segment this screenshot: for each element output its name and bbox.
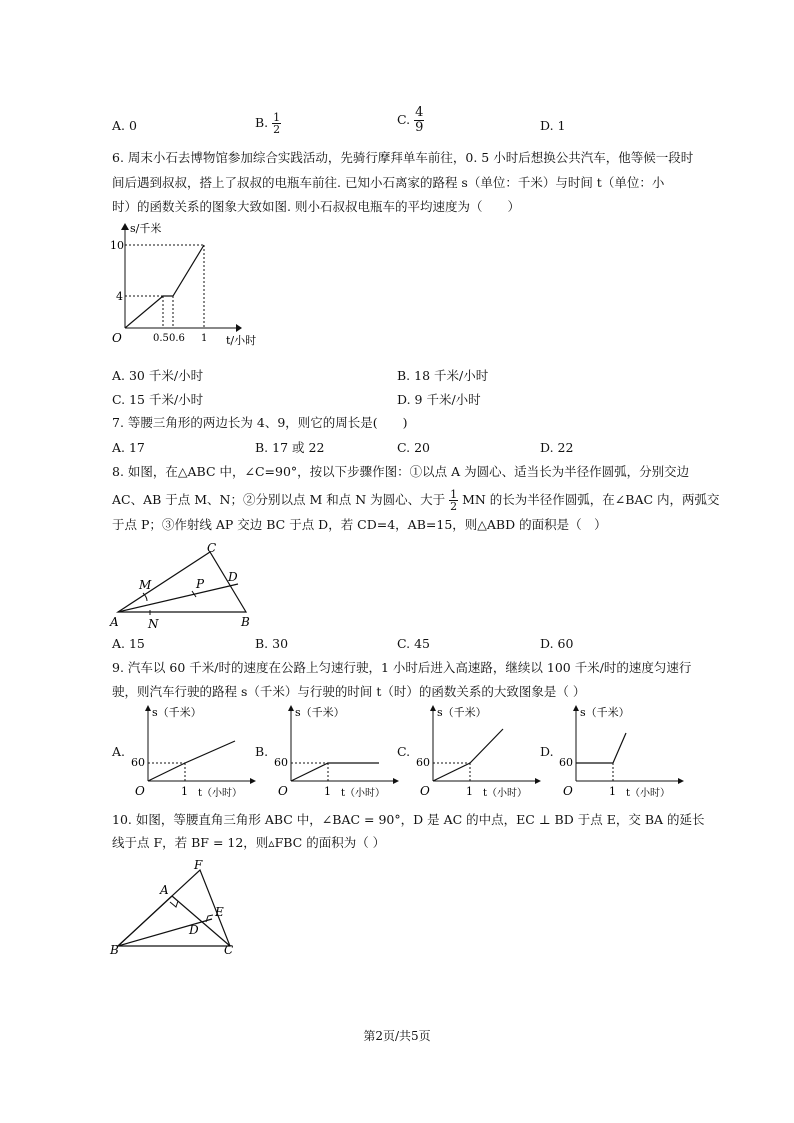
q6-option-d: D. 9 千米/小时: [397, 392, 481, 407]
q8-text-line2: [112, 489, 720, 512]
q6-graph-ylabel: s/千米: [130, 222, 162, 235]
q10-label-e: E: [215, 905, 224, 919]
q8-label-m: M: [139, 578, 152, 592]
q8-option-b: B. 30: [255, 636, 289, 651]
q5-option-a: A. 0: [112, 118, 137, 133]
x-axis-arrow: [393, 778, 399, 784]
q8-label-p: P: [196, 577, 205, 591]
q10-label-d: D: [189, 923, 199, 937]
q9-graph-3: [558, 703, 688, 799]
graph-xlabel: t（小时）: [198, 788, 243, 799]
q9-graph-2: [415, 703, 545, 799]
x-axis-arrow: [535, 778, 541, 784]
q6-option-c: C. 15 千米/小时: [112, 392, 204, 407]
q6-text-line1: 6. 周末小石去博物馆参加综合实践活动，先骑行摩拜单车前往，0. 5 小时后想换公共汽车，他等候一段时: [112, 150, 694, 165]
q5-option-c: [397, 106, 424, 135]
q8-text-line2-part1: AC、AB 于点 M、N；②分别以点 M 和点 N 为圆心、大于: [112, 492, 446, 507]
q9-option-label-3: D.: [540, 744, 554, 759]
q6-graph-xlabel: t/小时: [226, 334, 257, 347]
q9-text-line2: 驶，则汽车行驶的路程 s（千米）与行驶的时间 t（时）的函数关系的大致图象是（ ）: [112, 684, 586, 699]
y-axis-arrow: [573, 705, 579, 711]
q8-option-d: D. 60: [540, 636, 574, 651]
graph-ylabel: s（千米）: [580, 706, 630, 719]
graph-ylabel: s（千米）: [152, 706, 202, 719]
q6-graph-origin: O: [112, 331, 122, 345]
q8-label-a: A: [110, 615, 119, 629]
q8-figure: [108, 538, 268, 630]
graph-origin: O: [278, 784, 288, 798]
q8-text-line1: 8. 如图，在△ABC 中，∠C=90°，按以下步骤作图：①以点 A 为圆心、适当长为半径作圆弧，分别交边: [112, 464, 690, 479]
q5-option-b-fraction: $\frac{1}{2}$: [273, 111, 281, 136]
q6-graph-x1: 1: [201, 333, 208, 344]
q8-text-line2-part2: MN 的长为半径作圆弧，在∠BAC 内，两弧交: [462, 492, 720, 507]
q8-half-fraction: $\frac{1}{2}$: [450, 488, 458, 513]
q7-option-c: C. 20: [397, 440, 430, 455]
q9-option-label-1: B.: [255, 744, 269, 759]
graph-x1: 1: [609, 785, 616, 798]
q9-graph-0: [130, 703, 260, 799]
q6-graph-x05: 0.5: [153, 333, 169, 344]
q8-label-b: B: [241, 615, 250, 629]
q6-text-line2: 间后遇到叔叔，搭上了叔叔的电瓶车前往. 已知小石离家的路程 s（单位：千米）与时间 t（单位：小: [112, 175, 665, 190]
q9-graph-1: [273, 703, 403, 799]
q6-graph: [108, 220, 268, 350]
graph-y60: 60: [559, 756, 573, 769]
graph-x1: 1: [466, 785, 473, 798]
q6-graph-y4: 4: [116, 290, 123, 303]
q8-option-c: C. 45: [397, 636, 430, 651]
graph-line: [148, 741, 235, 781]
q10-label-b: B: [110, 943, 119, 957]
q9-option-label-0: A.: [112, 744, 126, 759]
q10-text-line2: 线于点 F，若 BF = 12，则▵FBC 的面积为（ ）: [112, 835, 386, 850]
q7-option-d: D. 22: [540, 440, 574, 455]
q10-label-c: C: [224, 943, 234, 957]
graph-xlabel: t（小时）: [341, 788, 386, 799]
q9-option-label-2: C.: [397, 744, 411, 759]
q6-graph-y10: 10: [110, 239, 124, 252]
q5-option-b-prefix: B.: [255, 115, 269, 130]
q5-option-b: [255, 112, 281, 135]
graph-xlabel: t（小时）: [626, 788, 671, 799]
x-axis-arrow: [678, 778, 684, 784]
q8-label-c: C: [207, 541, 217, 555]
graph-ylabel: s（千米）: [295, 706, 345, 719]
q10-label-f: F: [194, 858, 203, 872]
q10-label-a: A: [160, 883, 169, 897]
graph-ylabel: s（千米）: [437, 706, 487, 719]
q7-text: 7. 等腰三角形的两边长为 4、9，则它的周长是( ): [112, 415, 408, 430]
q5-option-c-prefix: C.: [397, 112, 411, 127]
q10-text-line1: 10. 如图，等腰直角三角形 ABC 中，∠BAC = 90°，D 是 AC 的中点，EC ⊥ BD 于点 E，交 BA 的延长: [112, 812, 705, 827]
graph-origin: O: [563, 784, 573, 798]
graph-x1: 1: [324, 785, 331, 798]
graph-x1: 1: [181, 785, 188, 798]
q5-option-c-fraction: $\frac{4}{9}$: [415, 105, 424, 135]
q5-option-d: D. 1: [540, 118, 566, 133]
graph-y60: 60: [131, 756, 145, 769]
q10-figure: [108, 852, 248, 962]
graph-line: [291, 763, 379, 781]
q6-graph-x06: 0.6: [169, 333, 185, 344]
q7-option-a: A. 17: [112, 440, 145, 455]
q8-text-line3: 于点 P；③作射线 AP 交边 BC 于点 D，若 CD=4，AB=15，则△ABD 的面积是（ ）: [112, 517, 607, 532]
y-axis-arrow: [288, 705, 294, 711]
graph-line: [433, 729, 503, 781]
q8-label-d: D: [228, 570, 238, 584]
y-axis-arrow: [145, 705, 151, 711]
graph-origin: O: [420, 784, 430, 798]
q7-option-b: B. 17 或 22: [255, 440, 325, 455]
graph-line: [576, 733, 626, 763]
q6-option-b: B. 18 千米/小时: [397, 368, 489, 383]
q9-text-line1: 9. 汽车以 60 千米/时的速度在公路上匀速行驶，1 小时后进入高速路，继续以 100 千米/时的速度匀速行: [112, 660, 692, 675]
page-footer: 第2页/共5页: [363, 1029, 431, 1043]
x-axis-arrow: [250, 778, 256, 784]
y-axis-arrow: [430, 705, 436, 711]
graph-xlabel: t（小时）: [483, 788, 528, 799]
q8-option-a: A. 15: [112, 636, 145, 651]
q6-option-a: A. 30 千米/小时: [112, 368, 204, 383]
graph-y60: 60: [416, 756, 430, 769]
graph-y60: 60: [274, 756, 288, 769]
q8-label-n: N: [148, 617, 159, 630]
q6-text-line3: 时）的函数关系的图象大致如图. 则小石叔叔电瓶车的平均速度为（ ）: [112, 199, 520, 214]
graph-origin: O: [135, 784, 145, 798]
